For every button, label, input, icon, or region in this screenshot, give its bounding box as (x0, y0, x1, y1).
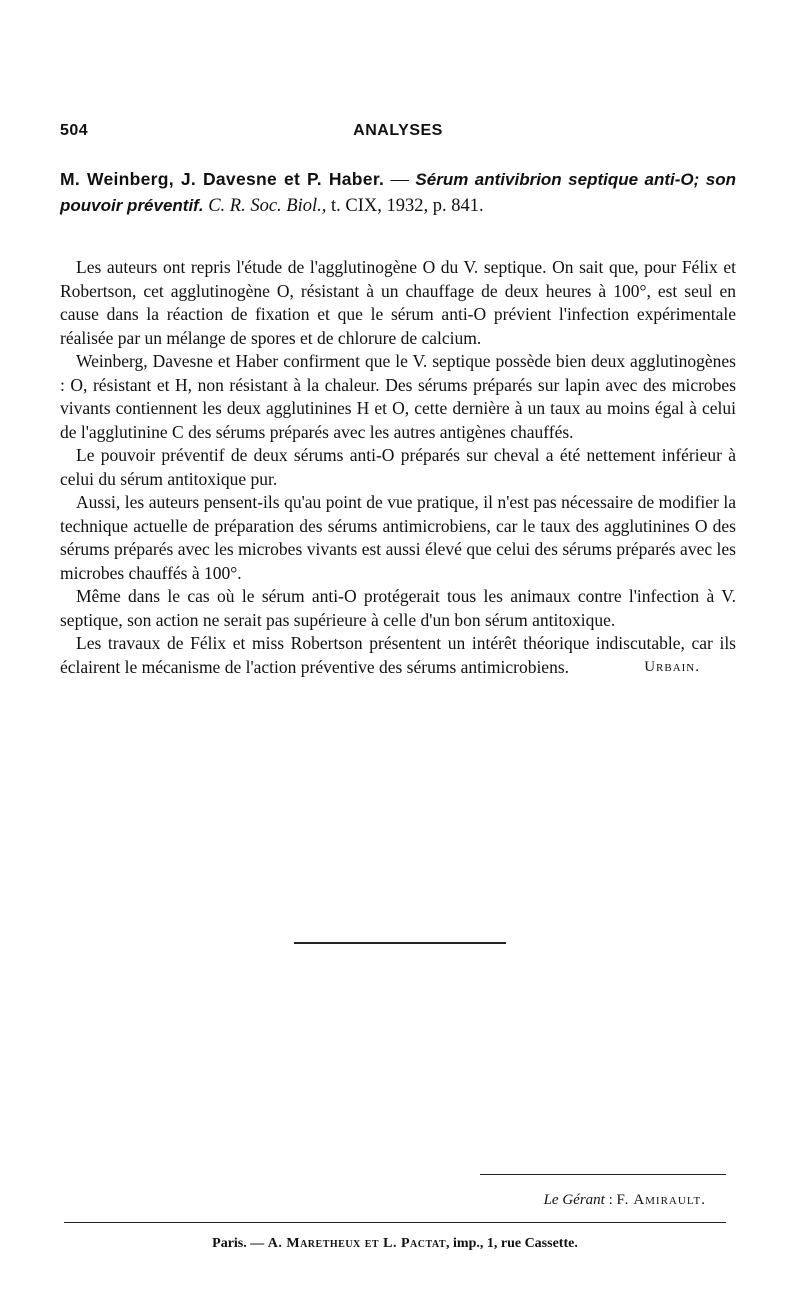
article-citation (60, 166, 736, 219)
paragraph: Le pouvoir préventif de deux sérums anti-O préparés sur cheval a été nettement inférieur à celui du sérum antitoxique pur. (60, 445, 736, 489)
gerant-separator: : (604, 1192, 617, 1208)
paragraph: Weinberg, Davesne et Haber confirment que le V. septique possède bien deux agglutinogènes : O, résistant et H, non résistant à la chaleur. Des sérums préparés sur lapin avec des microbes vivants contiennent les deux agglutinines H et O, cette dernière à un taux au moins égal à celui de l'agglutinine C des sérums préparés avec les autres antigènes chauffés. (60, 351, 736, 442)
printer-imprint (64, 1236, 726, 1252)
paragraph-text: Les travaux de Félix et miss Robertson présentent un intérêt théorique indiscutable, car ils éclairent le mécanisme de l'action préventive des sérums antimicrobiens. (60, 633, 736, 677)
section-title: ANALYSES (353, 122, 443, 139)
imprint-city: Paris. (212, 1236, 247, 1251)
footer-rule-short (480, 1174, 726, 1175)
paragraph: Les auteurs ont repris l'étude de l'agglutinogène O du V. septique. On sait que, pour Félix et Robertson, cet agglutinogène O, résistant à un chauffage de deux heures à 100°, est seul en cause dans la réaction de fixation et que le sérum anti-O prévient l'infection expérimentale réalisée par un mélange de spores et de chlorure de calcium. (60, 257, 736, 348)
running-header (60, 122, 736, 146)
imprint-dash: — (246, 1236, 268, 1251)
page-number: 504 (60, 122, 89, 139)
journal-reference: t. CIX, 1932, p. 841. (326, 196, 484, 216)
article-body (60, 256, 736, 679)
gerant-line (480, 1192, 706, 1209)
section-divider (294, 942, 506, 944)
gerant-role: Le Gérant (543, 1192, 605, 1208)
article-authors: M. Weinberg, J. Davesne et P. Haber. (60, 169, 385, 189)
citation-dash: — (384, 170, 416, 190)
imprint-address: , imp., 1, rue Cassette. (446, 1236, 578, 1251)
footer-rule-long (64, 1222, 726, 1223)
imprint-printers: A. Maretheux et L. Pactat (267, 1236, 447, 1251)
reviewer-signature: Urbain. (644, 658, 700, 675)
gerant-name: F. Amirault. (616, 1192, 706, 1208)
paragraph (60, 632, 736, 679)
paragraph: Aussi, les auteurs pensent-ils qu'au point de vue pratique, il n'est pas nécessaire de modifier la technique actuelle de préparation des sérums antimicrobiens, car le taux des agglutinines O des sérums préparés avec les microbes vivants est aussi élevé que celui des sérums préparés avec les microbes chauffés à 100°. (60, 492, 736, 583)
paragraph: Même dans le cas où le sérum anti-O protégerait tous les animaux contre l'infection à V. septique, son action ne serait pas supérieure à celle d'un bon sérum antitoxique. (60, 586, 736, 630)
article-title: Sérum antivibrion septique anti-O; son pouvoir préventif. (60, 170, 737, 215)
journal-name: C. R. Soc. Biol., (208, 196, 327, 216)
